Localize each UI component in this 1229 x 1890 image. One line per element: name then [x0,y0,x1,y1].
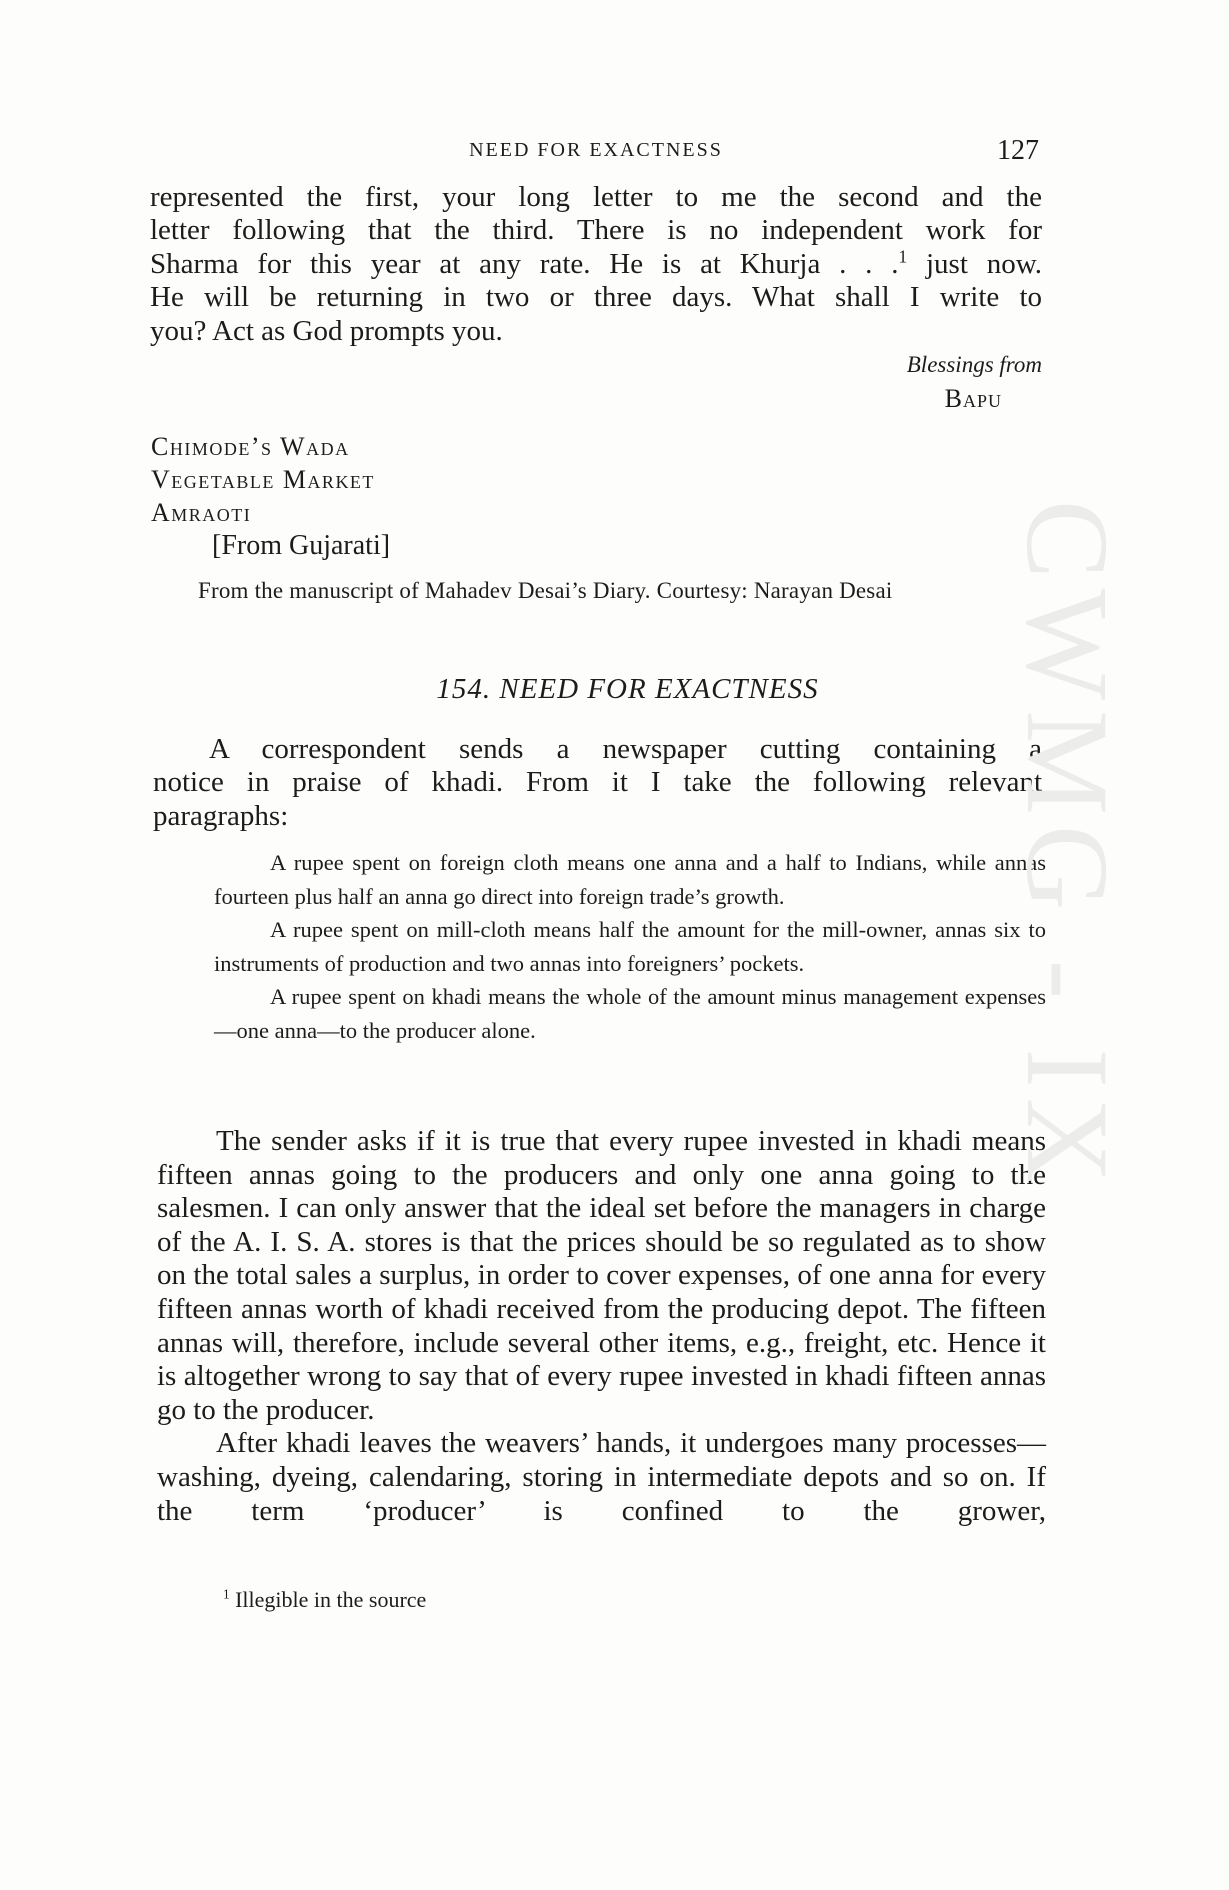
footnote [223,1587,426,1613]
body-paragraph: After khadi leaves the weavers’ hands, it undergoes many processes—washing, dyeing, calendaring, storing in intermediate depots and so on. If the term ‘producer’ is confined to the grower, [157,1427,1046,1527]
address-line: Vegetable Market [151,465,375,494]
signature: Bapu [944,384,1002,413]
letter-body [150,181,1042,348]
section-heading: 154. NEED FOR EXACTNESS [436,673,819,705]
intro-paragraph [153,733,1042,833]
running-title: NEED FOR EXACTNESS [469,139,723,161]
quote-paragraph: A rupee spent on foreign cloth means one anna and a half to Indians, while annas fourteen plus half an anna go direct into foreign trade’s growth. [214,850,1046,909]
footnote-number: 1 [223,1586,230,1602]
signature-line [945,384,1002,414]
letter-line-suffix: just now. [907,247,1042,280]
from-language-note: [From Gujarati] [212,530,391,561]
intro-line: paragraphs: [153,799,289,832]
page-number: 127 [997,135,1039,166]
letter-line: represented the first, your long letter to me the second and the [150,181,1042,213]
intro-line: A correspondent sends a newspaper cutting containing a [209,733,1042,765]
letter-line [150,248,1042,281]
blessings-line [907,352,1042,378]
source-note: From the manuscript of Mahadev Desai’s Diary. Courtesy: Narayan Desai [198,578,893,603]
letter-line-text: Sharma for this year at any rate. He is at Khurja . . . [150,247,899,280]
letter-line: you? Act as God prompts you. [150,314,503,347]
quoted-paragraphs [214,846,1046,1047]
footnote-text: Illegible in the source [235,1587,427,1612]
footnote-marker: 1 [898,246,908,267]
main-body [157,1125,1046,1528]
watermark-text: CWMG - IX [1002,500,1133,1194]
running-head [150,135,1042,169]
blessings: Blessings from [906,352,1042,377]
address-line: Amraoti [151,498,252,527]
letter-line: letter following that the third. There is no independent work for [150,214,1042,247]
address [151,430,375,529]
body-paragraph: The sender asks if it is true that every rupee invested in khadi means fifteen annas going to the producers and only one anna going to the salesmen. I can only answer that the ideal set before the managers in charge of the A. I. S. A. stores is that the prices should be so regulated as to show on the total sales a surplus, in order to cover expenses, of one anna for every fifteen annas worth of khadi received from the producing depot. The fifteen annas will, therefore, include several other items, e.g., freight, etc. Hence it is altogether wrong to say that of every rupee invested in khadi fifteen annas go to the producer. [157,1125,1046,1426]
address-line: Chimode’s Wada [151,432,350,461]
quote-paragraph: A rupee spent on mill-cloth means half the amount for the mill-owner, annas six to instruments of production and two annas into foreigners’ pockets. [214,917,1046,976]
quote-paragraph: A rupee spent on khadi means the whole of the amount minus management expenses—one anna—to the producer alone. [214,984,1046,1043]
intro-line: notice in praise of khadi. From it I take the following relevant [153,766,1042,799]
letter-line: He will be returning in two or three days. What shall I write to [150,281,1042,314]
